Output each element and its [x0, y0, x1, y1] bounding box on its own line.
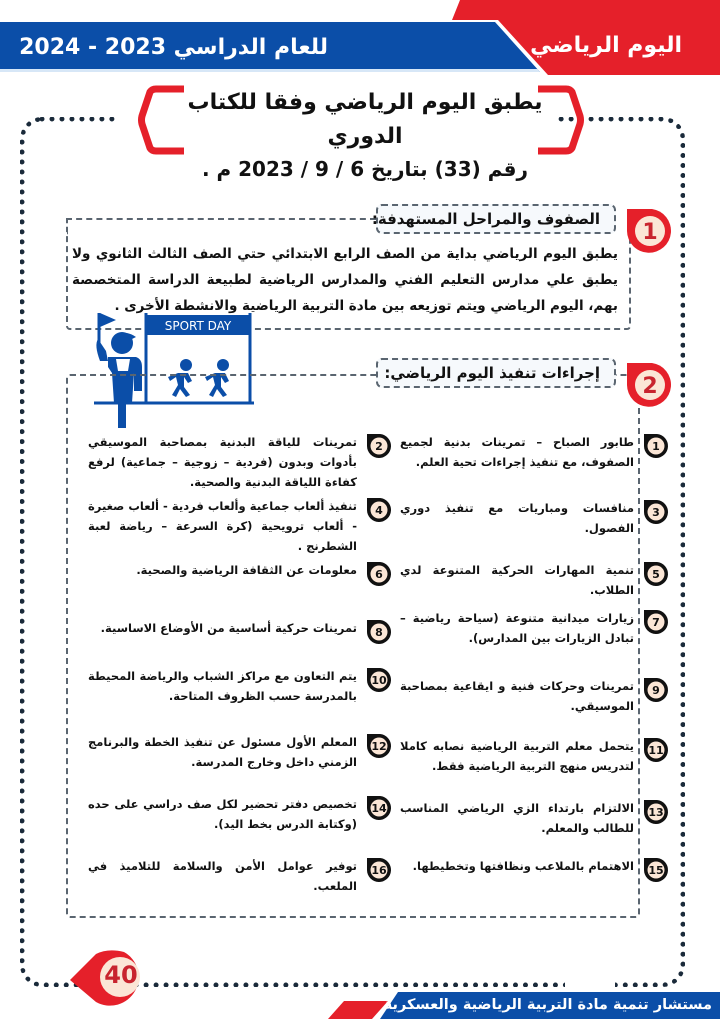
list-item: 14 تخصيص دفتر تحضير لكل صف دراسي على حده (وكتابة الدرس بخط اليد).: [88, 794, 393, 834]
page-number: 40: [104, 961, 138, 989]
item-number-badge: 8: [365, 618, 393, 646]
footer-accent: [328, 1001, 388, 1019]
list-item: 3 منافسات ومباريات مع تنفيذ دوري الفصول.: [400, 498, 670, 538]
item-number-badge: 3: [642, 498, 670, 526]
item-number-badge: 11: [642, 736, 670, 764]
list-item: 10 يتم التعاون مع مراكز الشباب والرياضة المحيطة بالمدرسة حسب الظروف المتاحة.: [88, 666, 393, 706]
list-item: 8 تمرينات حركية أساسية من الأوضاع الاساسية.: [88, 618, 393, 646]
item-number-badge: 12: [365, 732, 393, 760]
item-number-badge: 7: [642, 608, 670, 636]
section1-number: 1: [642, 220, 658, 245]
item-number-badge: 2: [365, 432, 393, 460]
section2-heading: إجراءات تنفيذ اليوم الرياضي:: [376, 358, 616, 388]
section1-connector: [66, 218, 68, 232]
section1-body: يطبق اليوم الرياضي بداية من الصف الرابع الابتدائي حتي الصف الثالث الثانوي ولا يطبق علي مدارس التعليم الفني والمدارس الرياضية لطبيعة الدراسة المتخصصة بهم، اليوم الرياضي ويتم توزيعه بين مادة التربية الرياضية والانشطة الأخرى .: [72, 246, 618, 314]
item-number-badge: 13: [642, 798, 670, 826]
item-number-badge: 5: [642, 560, 670, 588]
page-title: [180, 86, 550, 184]
footer-credit: مستشار تنمية مادة التربية الرياضية والعسكرية: [383, 997, 712, 1013]
list-item: 4 تنفيذ ألعاب جماعية وألعاب فردية - ألعاب صغيرة - ألعاب ترويحية (كرة السرعة – رياضة لعبة الشطرنج .: [88, 496, 393, 556]
item-number-badge: 15: [642, 856, 670, 884]
list-item: 1 طابور الصباح – تمرينات بدنية لجميع الصفوف، مع تنفيذ إجراءات تحية العلم.: [400, 432, 670, 472]
item-number-badge: 14: [365, 794, 393, 822]
section2-number: 2: [642, 374, 658, 399]
title-line-2: رقم (33) بتاريخ 6 / 9 / 2023 م .: [201, 157, 529, 181]
list-item: 9 تمرينات وحركات فنية و ايقاعية بمصاحبة الموسيقي.: [400, 676, 670, 716]
list-item: 6 معلومات عن الثقافة الرياضية والصحية.: [88, 560, 393, 588]
svg-text:SPORT DAY: SPORT DAY: [164, 319, 232, 333]
list-item: 15 الاهتمام بالملاعب ونظافتها وتخطيطها.: [400, 856, 670, 884]
list-item: 2 تمرينات للياقة البدنية بمصاحبة الموسيقي بأدوات وبدون (فردية – زوجية – جماعية) لرفع كفاءة اللياقة البدنية والصحية.: [88, 432, 393, 492]
section1-heading: الصفوف والمراحل المستهدفة:: [376, 204, 616, 234]
item-number-badge: 1: [642, 432, 670, 460]
topic-title: اليوم الرياضي: [530, 33, 682, 58]
section1-number-badge: [624, 206, 674, 256]
list-item: 13 الالتزام بارتداء الزي الرياضي المناسب للطالب والمعلم.: [400, 798, 670, 838]
list-item: 5 تنمية المهارات الحركية المتنوعة لدي الطلاب.: [400, 560, 670, 600]
title-line-1: يطبق اليوم الرياضي وفقا للكتاب الدوري: [187, 90, 543, 149]
item-number-badge: 9: [642, 676, 670, 704]
section2-number-badge: [624, 360, 674, 410]
list-item: 12 المعلم الأول مسئول عن تنفيذ الخطة والبرنامج الزمني داخل وخارج المدرسة.: [88, 732, 393, 772]
item-number-badge: 6: [365, 560, 393, 588]
list-item: 16 توفير عوامل الأمن والسلامة للتلاميذ في الملعب.: [88, 856, 393, 896]
list-item: 11 يتحمل معلم التربية الرياضية نصابه كاملا لتدريس منهج التربية الرياضية فقط.: [400, 736, 670, 776]
item-number-badge: 16: [365, 856, 393, 884]
list-item: 7 زيارات ميدانية متنوعة (سياحة رياضية – تبادل الزيارات بين المدارس).: [400, 608, 670, 648]
academic-year-label: للعام الدراسي 2023 - 2024: [19, 35, 328, 60]
item-number-badge: 10: [365, 666, 393, 694]
frame-gap: [565, 978, 615, 992]
item-number-badge: 4: [365, 496, 393, 524]
section1-connector: [66, 218, 376, 220]
